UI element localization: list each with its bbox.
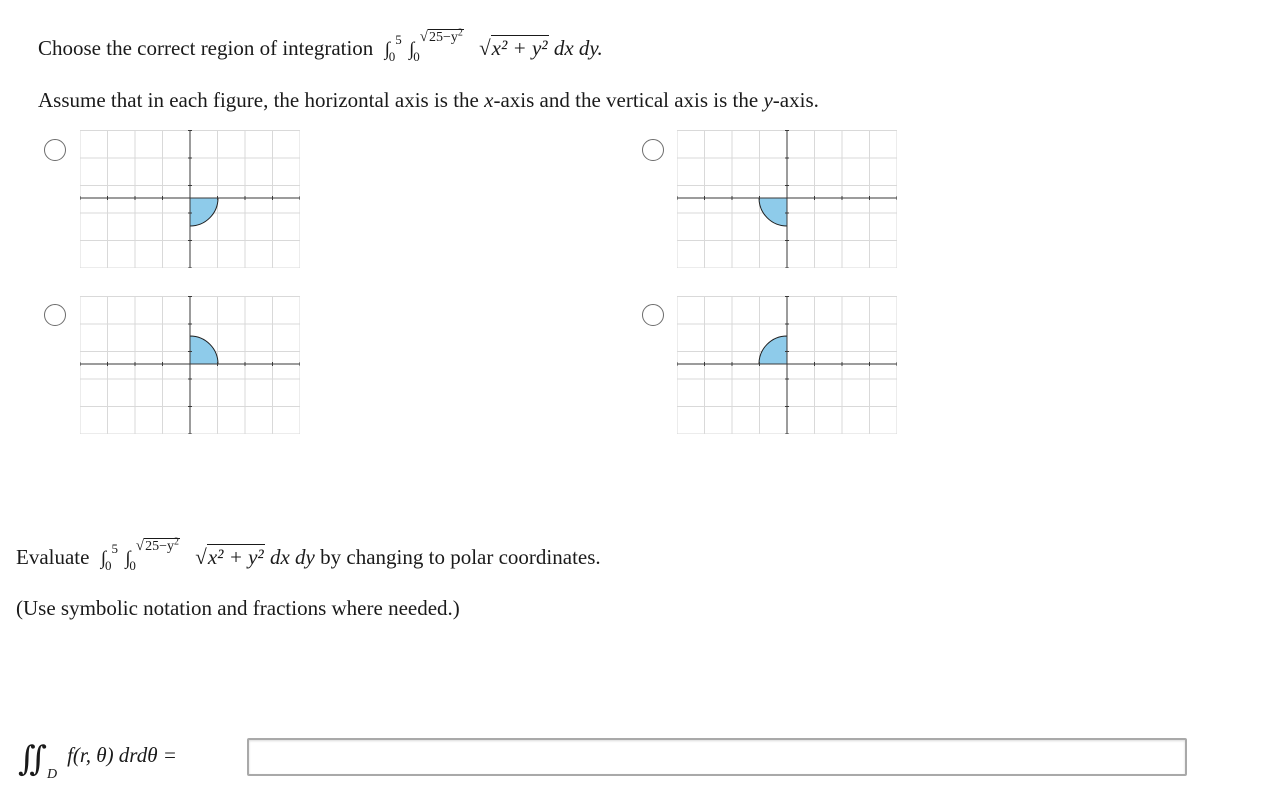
assumption-text: Assume that in each figure, the horizontal axis is the x-axis and the vertical axis is the y-axis. [38, 88, 819, 112]
notation-note: (Use symbolic notation and fractions where needed.) [16, 596, 460, 620]
quarter-disk-region [759, 336, 787, 364]
question-1-prefix: Choose the correct region of integration [38, 36, 374, 60]
iterated-integral-2: $\int_0^5$ $\int_0^{√25-y^2}$ √x² + y² dx dy [100, 536, 315, 573]
option-c-graph [80, 296, 300, 434]
option-c-radio[interactable] [44, 304, 66, 326]
option-d-graph [677, 296, 897, 434]
option-b-graph [677, 130, 897, 268]
quarter-disk-region [190, 198, 218, 226]
iterated-integral: $\int_0^5$ $\int_0^{√25-y^2}$ √x² + y² dx dy. [384, 27, 603, 64]
question-2-line: Evaluate $\int_0^5$ $\int_0^{√25-y^2}$ √x² + y² dx dy by changing to polar coordinates. [16, 536, 601, 573]
answer-label: ∬D f(r, θ) drdθ = [18, 741, 177, 782]
quarter-disk-region [190, 336, 218, 364]
question-1-line [38, 27, 603, 64]
quarter-disk-region [759, 198, 787, 226]
option-a-graph [80, 130, 300, 268]
option-a-radio[interactable] [44, 139, 66, 161]
option-b-radio[interactable] [642, 139, 664, 161]
option-d-radio[interactable] [642, 304, 664, 326]
answer-input[interactable] [247, 738, 1187, 776]
